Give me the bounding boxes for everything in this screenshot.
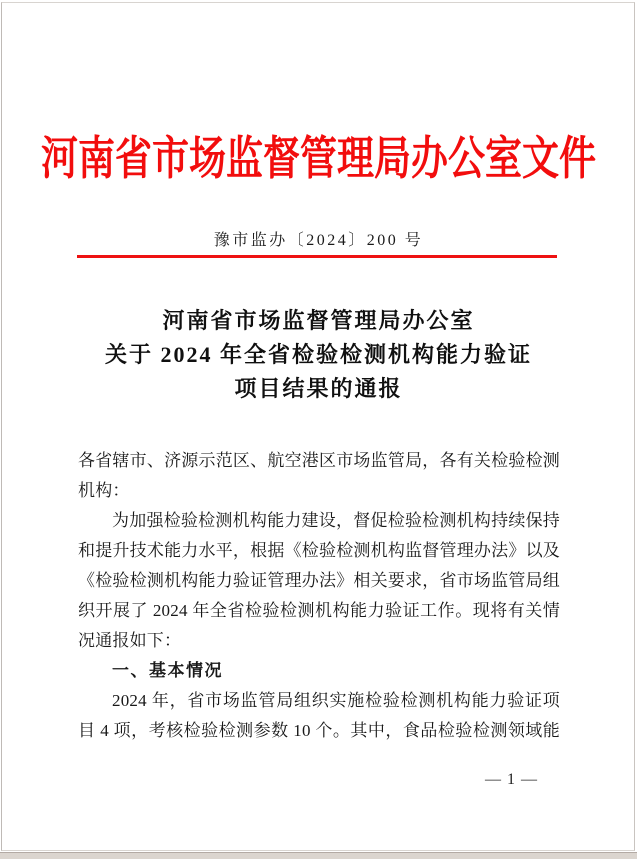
page-number: — 1 —: [485, 771, 538, 788]
document-title-line-3: 项目结果的通报: [234, 376, 403, 401]
body-line-para1-end: 况通报如下：: [78, 631, 182, 650]
body-line-salutation: 各省辖市、济源示范区、航空港区市场监管局，各有关检验检测: [78, 451, 560, 470]
body-line-salutation-end: 机构：: [78, 481, 130, 500]
section-heading-basic-situation: 一、基本情况: [112, 661, 223, 680]
body-line-para1: 和提升技术能力水平，根据《检验检测机构监督管理办法》以及: [78, 541, 560, 560]
body-line-para1: 《检验检测机构能力验证管理办法》相关要求，省市场监管局组: [78, 571, 560, 590]
page-bottom-edge: [0, 852, 637, 859]
document-number: 豫市监办〔2024〕200 号: [213, 232, 424, 249]
document-title-line-1: 河南省市场监督管理局办公室: [162, 308, 475, 333]
red-divider-line: [77, 255, 557, 258]
document-body: [78, 446, 560, 746]
red-letterhead-title: 河南省市场监督管理局办公室文件: [41, 133, 596, 185]
body-line-para1: 织开展了 2024 年全省检验检测机构能力验证工作。现将有关情: [78, 601, 560, 620]
body-line-para2: 2024 年，省市场监管局组织实施检验检测机构能力验证项: [112, 691, 560, 710]
document-title-line-2: 关于 2024 年全省检验检测机构能力验证: [104, 342, 532, 367]
body-line-para2: 目 4 项，考核检验检测参数 10 个。其中，食品检验检测领域能: [78, 721, 560, 740]
document-title: [0, 304, 637, 406]
body-line-para1: 为加强检验检测机构能力建设，督促检验检测机构持续保持: [112, 511, 560, 530]
